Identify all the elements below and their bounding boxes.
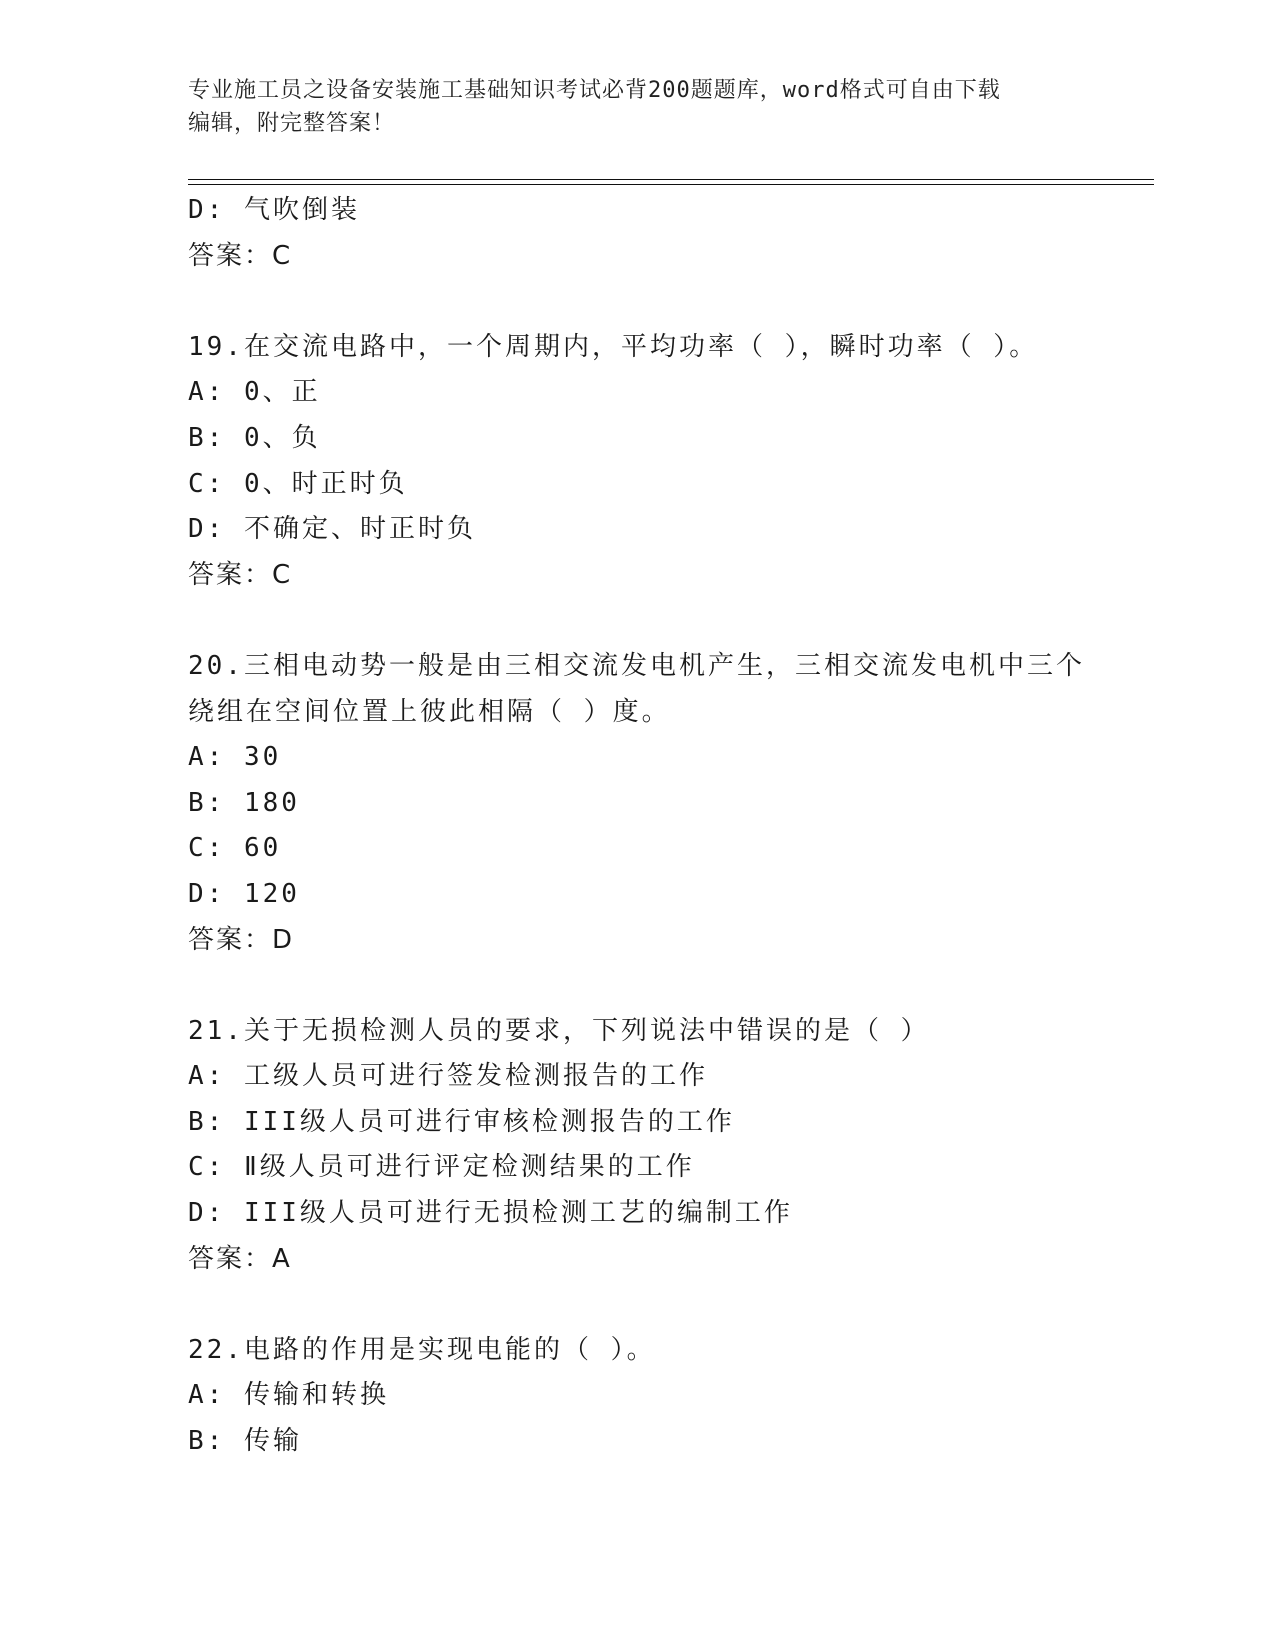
question-list <box>188 188 1088 1465</box>
question-stem: 19.在交流电路中，一个周期内，平均功率（ ），瞬时功率（ ）。 <box>188 331 1039 362</box>
question-stem: 22.电路的作用是实现电能的（ ）。 <box>188 1334 656 1365</box>
header-rule-top <box>188 179 1154 180</box>
option-a: A: 0、正 <box>188 377 321 408</box>
option-a: A: 传输和转换 <box>188 1380 389 1411</box>
option-c: C: Ⅱ级人员可进行评定检测结果的工作 <box>188 1152 695 1183</box>
question-20 <box>188 644 1088 963</box>
answer: 答案：C <box>188 559 293 590</box>
spacer <box>188 279 1088 325</box>
header-line-2: 编辑，附完整答案！ <box>188 111 396 136</box>
option-b: B: 传输 <box>188 1426 302 1457</box>
header-line-1: 专业施工员之设备安装施工基础知识考试必背200题题库，word格式可自由下载 <box>188 78 1001 103</box>
option-c: C: 60 <box>188 833 282 864</box>
option-d: D: 气吹倒装 <box>188 195 360 225</box>
option-d: D: III级人员可进行无损检测工艺的编制工作 <box>188 1198 793 1229</box>
question-stem: 21.关于无损检测人员的要求，下列说法中错误的是（ ） <box>188 1015 930 1046</box>
option-a: A: 30 <box>188 742 282 773</box>
question-22 <box>188 1328 1088 1465</box>
spacer <box>188 1282 1088 1328</box>
spacer <box>188 598 1088 644</box>
header-rule-bottom <box>188 184 1154 185</box>
option-d: D: 120 <box>188 878 300 909</box>
question-19 <box>188 325 1088 599</box>
answer: 答案：C <box>188 240 293 271</box>
option-b: B: III级人员可进行审核检测报告的工作 <box>188 1106 735 1137</box>
spacer <box>188 963 1088 1009</box>
option-b: B: 0、负 <box>188 422 321 453</box>
question-stem-continued: 绕组在空间位置上彼此相隔（ ）度。 <box>188 696 671 727</box>
document-header <box>188 74 1068 140</box>
answer: 答案：D <box>188 924 295 955</box>
answer: 答案：A <box>188 1243 292 1274</box>
option-d: D: 不确定、时正时负 <box>188 514 476 545</box>
question-stem: 20.三相电动势一般是由三相交流发电机产生，三相交流发电机中三个 <box>188 650 1085 681</box>
option-a: A: 工级人员可进行签发检测报告的工作 <box>188 1061 708 1092</box>
option-b: B: 180 <box>188 787 300 818</box>
option-c: C: 0、时正时负 <box>188 468 408 499</box>
question-21 <box>188 1009 1088 1283</box>
